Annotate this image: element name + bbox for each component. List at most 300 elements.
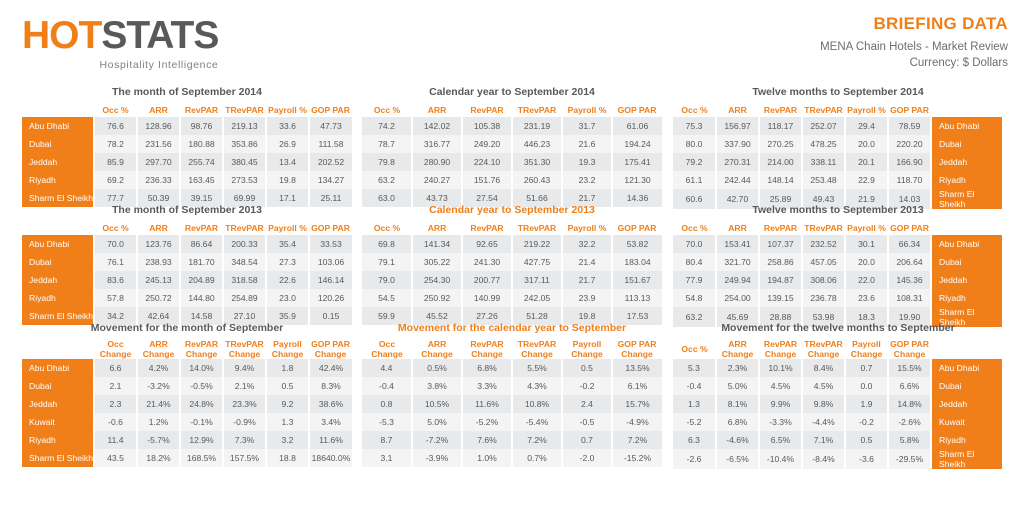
column-header: ARR: [728, 223, 747, 233]
table-cell: 2.3%: [716, 359, 759, 377]
table-cell: 120.26: [309, 289, 352, 307]
table-cell: 31.7: [562, 117, 612, 135]
table-cell: -0.5: [562, 413, 612, 431]
table-title: Movement for the month of September: [90, 322, 284, 334]
column-header: ARR: [427, 105, 447, 115]
table-cell: 45.69: [716, 307, 759, 327]
table-cell: -5.2%: [462, 413, 512, 431]
table-cell: 8.3%: [309, 377, 352, 395]
table-cell: 8.4%: [802, 359, 845, 377]
table-cell: 3.2: [266, 431, 309, 449]
row-label: Riyadh: [22, 171, 94, 189]
table-cell: 305.22: [412, 253, 462, 271]
table-cell: 14.58: [180, 307, 223, 325]
page-header: [0, 0, 1024, 84]
table-cell: 270.25: [759, 135, 802, 153]
table-cell: -5.7%: [137, 431, 180, 449]
table-cell: 123.76: [137, 235, 180, 253]
column-header: GOP PAR Change: [617, 339, 657, 359]
table-title: Calendar year to September 2014: [429, 86, 595, 98]
table-header-row: [22, 339, 352, 359]
table-cell: 3.3%: [462, 377, 512, 395]
table-cell: 249.20: [462, 135, 512, 153]
table-cell: 1.0%: [462, 449, 512, 467]
table-cell: 79.8: [362, 153, 412, 171]
row-label: Dubai: [931, 135, 1003, 153]
table-cell: 231.19: [512, 117, 562, 135]
table-row: [362, 359, 662, 377]
data-table-block: [362, 322, 662, 467]
table-title: Calendar year to September 2013: [429, 204, 595, 216]
table-cell: 241.30: [462, 253, 512, 271]
tables-grid: [0, 86, 1024, 482]
table-header-row: [673, 221, 1003, 235]
table-cell: 63.2: [362, 171, 412, 189]
currency-label: Currency: $ Dollars: [909, 57, 1008, 69]
table-cell: 151.76: [462, 171, 512, 189]
table-title: Twelve months to September 2013: [752, 204, 924, 216]
table-row: [362, 395, 662, 413]
table-cell: 63.0: [362, 189, 412, 207]
column-header: RevPAR: [184, 223, 219, 233]
table-cell: 61.1: [673, 171, 716, 189]
table-cell: 59.9: [362, 307, 412, 325]
table-cell: 0.5: [562, 359, 612, 377]
table-cell: 77.9: [673, 271, 716, 289]
table-cell: 9.9%: [759, 395, 802, 413]
table-cell: 19.8: [266, 171, 309, 189]
table-row: [22, 359, 352, 377]
table-cell: 83.6: [94, 271, 137, 289]
table-cell: -0.1%: [180, 413, 223, 431]
table-cell: 0.7: [845, 359, 888, 377]
table-cell: 11.6%: [309, 431, 352, 449]
table-cell: 183.04: [612, 253, 662, 271]
table-cell: 21.4: [562, 253, 612, 271]
table-cell: 5.5%: [512, 359, 562, 377]
column-header: Occ Change: [371, 339, 403, 359]
table-cell: 32.2: [562, 235, 612, 253]
table-row: [22, 413, 352, 431]
table-cell: 118.70: [888, 171, 931, 189]
table-cell: -0.6: [94, 413, 137, 431]
table-cell: 317.11: [512, 271, 562, 289]
table-header-row: [673, 103, 1003, 117]
table-row: [22, 171, 352, 189]
table-header-row: [673, 339, 1003, 359]
table-row: [22, 395, 352, 413]
table-cell: 254.30: [412, 271, 462, 289]
table-row: [673, 431, 1003, 449]
table-cell: 6.6%: [888, 377, 931, 395]
table-cell: 69.2: [94, 171, 137, 189]
table-cell: 21.7: [562, 189, 612, 207]
table-cell: 5.8%: [888, 431, 931, 449]
table-header-row: [22, 221, 352, 235]
table-cell: 0.5: [266, 377, 309, 395]
table-cell: 13.5%: [612, 359, 662, 377]
table-cell: 249.94: [716, 271, 759, 289]
table-cell: 128.96: [137, 117, 180, 135]
table-cell: 14.03: [888, 189, 931, 209]
table-row: [673, 359, 1003, 377]
table-cell: 2.4: [562, 395, 612, 413]
table-row: [673, 117, 1003, 135]
table-cell: 7.1%: [802, 431, 845, 449]
table-cell: 105.38: [462, 117, 512, 135]
table-cell: 4.5%: [802, 377, 845, 395]
table-cell: 0.15: [309, 307, 352, 325]
table-cell: 146.14: [309, 271, 352, 289]
column-header: GOP PAR: [311, 223, 350, 233]
column-header: Payroll %: [567, 223, 607, 233]
column-header: Payroll %: [268, 223, 307, 233]
table-cell: 2.3: [94, 395, 137, 413]
table-cell: 338.11: [802, 153, 845, 171]
market-review-subtitle: MENA Chain Hotels - Market Review: [820, 41, 1008, 53]
column-header: Payroll %: [847, 223, 886, 233]
table-cell: -2.6: [673, 449, 716, 469]
table-cell: 10.5%: [412, 395, 462, 413]
row-label: Dubai: [22, 135, 94, 153]
data-table: [673, 221, 1004, 327]
table-cell: 134.27: [309, 171, 352, 189]
table-cell: 5.0%: [716, 377, 759, 395]
table-cell: 57.8: [94, 289, 137, 307]
column-header: TRevPAR Change: [517, 339, 557, 359]
row-label: Jeddah: [22, 395, 94, 413]
table-cell: 76.6: [94, 117, 137, 135]
column-header: Payroll %: [567, 105, 607, 115]
table-cell: 43.73: [412, 189, 462, 207]
table-cell: -3.3%: [759, 413, 802, 431]
row-label: Sharm El Sheikh: [22, 307, 94, 325]
table-cell: -0.5%: [180, 377, 223, 395]
table-cell: 10.8%: [512, 395, 562, 413]
table-cell: 316.77: [412, 135, 462, 153]
table-row: [673, 153, 1003, 171]
table-cell: -4.4%: [802, 413, 845, 431]
column-header: Occ %: [681, 344, 708, 354]
table-cell: 108.31: [888, 289, 931, 307]
table-cell: 19.8: [562, 307, 612, 325]
data-table: [362, 103, 662, 207]
table-cell: 206.64: [888, 253, 931, 271]
column-header: GOP PAR: [617, 223, 657, 233]
table-cell: 245.13: [137, 271, 180, 289]
table-row: [362, 117, 662, 135]
table-cell: 61.06: [612, 117, 662, 135]
table-cell: 54.5: [362, 289, 412, 307]
table-row: [673, 171, 1003, 189]
row-label: Kuwait: [931, 413, 1003, 431]
column-header: Occ %: [681, 105, 708, 115]
table-cell: -5.4%: [512, 413, 562, 431]
table-cell: 145.36: [888, 271, 931, 289]
table-cell: 103.06: [309, 253, 352, 271]
column-header: RevPAR: [763, 105, 798, 115]
table-cell: 13.4: [266, 153, 309, 171]
column-header: ARR Change: [421, 339, 453, 359]
table-row: [22, 449, 352, 467]
table-cell: -3.6: [845, 449, 888, 469]
table-cell: 22.6: [266, 271, 309, 289]
data-table-block: [362, 204, 662, 325]
table-cell: 168.5%: [180, 449, 223, 467]
table-cell: 9.4%: [223, 359, 266, 377]
column-header: TRevPAR: [225, 223, 264, 233]
table-cell: 107.37: [759, 235, 802, 253]
table-cell: 224.10: [462, 153, 512, 171]
table-cell: 74.2: [362, 117, 412, 135]
table-cell: 69.8: [362, 235, 412, 253]
table-cell: 28.88: [759, 307, 802, 327]
table-cell: -5.2: [673, 413, 716, 431]
table-cell: 98.76: [180, 117, 223, 135]
table-cell: 0.5%: [412, 359, 462, 377]
table-cell: 27.26: [462, 307, 512, 325]
table-cell: 79.0: [362, 271, 412, 289]
data-table: [22, 103, 352, 207]
column-header: Payroll %: [268, 105, 307, 115]
data-table: [673, 103, 1004, 209]
table-band: [0, 86, 1024, 209]
table-cell: 7.3%: [223, 431, 266, 449]
table-row: [22, 431, 352, 449]
table-cell: 252.07: [802, 117, 845, 135]
table-cell: -5.3: [362, 413, 412, 431]
row-label: Jeddah: [931, 271, 1003, 289]
table-cell: -3.2%: [137, 377, 180, 395]
table-cell: 18640.0%: [309, 449, 352, 467]
row-label: Abu Dhabi: [931, 235, 1003, 253]
table-cell: -0.4: [673, 377, 716, 395]
column-header: GOP PAR: [890, 223, 929, 233]
table-cell: 348.54: [223, 253, 266, 271]
table-cell: 34.2: [94, 307, 137, 325]
table-row: [673, 289, 1003, 307]
table-cell: 7.2%: [612, 431, 662, 449]
table-cell: 219.22: [512, 235, 562, 253]
logo-text-stats: STATS: [101, 14, 219, 57]
table-cell: 70.0: [94, 235, 137, 253]
table-cell: 111.58: [309, 135, 352, 153]
table-cell: 139.15: [759, 289, 802, 307]
table-cell: 23.3%: [223, 395, 266, 413]
table-cell: 69.99: [223, 189, 266, 207]
table-cell: 42.64: [137, 307, 180, 325]
table-cell: 6.3: [673, 431, 716, 449]
table-cell: 446.23: [512, 135, 562, 153]
table-cell: 21.7: [562, 271, 612, 289]
table-cell: 75.3: [673, 117, 716, 135]
table-cell: 12.9%: [180, 431, 223, 449]
column-header: Payroll %: [847, 105, 886, 115]
row-label: Dubai: [931, 253, 1003, 271]
column-header: GOP PAR Change: [890, 339, 929, 359]
table-cell: 20.0: [845, 135, 888, 153]
table-cell: 54.8: [673, 289, 716, 307]
table-row: [362, 153, 662, 171]
table-cell: 33.53: [309, 235, 352, 253]
table-cell: 153.41: [716, 235, 759, 253]
table-cell: 42.4%: [309, 359, 352, 377]
table-cell: 76.1: [94, 253, 137, 271]
row-label: Jeddah: [931, 153, 1003, 171]
table-cell: 0.8: [362, 395, 412, 413]
table-cell: 240.27: [412, 171, 462, 189]
table-row: [22, 271, 352, 289]
table-cell: 18.3: [845, 307, 888, 327]
table-row: [362, 171, 662, 189]
briefing-data-title: BRIEFING DATA: [873, 14, 1008, 33]
table-cell: -0.2: [845, 413, 888, 431]
table-cell: 70.0: [673, 235, 716, 253]
table-cell: 53.98: [802, 307, 845, 327]
table-cell: 273.53: [223, 171, 266, 189]
logo-tagline: Hospitality Intelligence: [99, 59, 219, 71]
table-cell: 18.2%: [137, 449, 180, 467]
table-cell: 21.6: [562, 135, 612, 153]
table-cell: 51.28: [512, 307, 562, 325]
table-row: [22, 377, 352, 395]
table-cell: 23.2: [562, 171, 612, 189]
column-header: RevPAR: [184, 105, 219, 115]
table-cell: 79.1: [362, 253, 412, 271]
table-header-row: [362, 339, 662, 359]
data-table: [22, 221, 352, 325]
table-cell: 478.25: [802, 135, 845, 153]
table-row: [22, 135, 352, 153]
table-cell: 202.52: [309, 153, 352, 171]
table-cell: 337.90: [716, 135, 759, 153]
header-right-block: [820, 14, 1008, 69]
row-label: Riyadh: [22, 289, 94, 307]
table-cell: 78.7: [362, 135, 412, 153]
table-cell: 47.73: [309, 117, 352, 135]
row-label: Riyadh: [931, 171, 1003, 189]
table-cell: 33.6: [266, 117, 309, 135]
column-header: TRevPAR: [804, 105, 843, 115]
table-cell: 163.45: [180, 171, 223, 189]
table-cell: 19.3: [562, 153, 612, 171]
table-row: [362, 289, 662, 307]
table-cell: 11.4: [94, 431, 137, 449]
table-cell: 18.8: [266, 449, 309, 467]
column-header: Occ %: [681, 223, 708, 233]
table-cell: 6.1%: [612, 377, 662, 395]
header-spacer: [22, 103, 94, 117]
table-cell: 20.0: [845, 253, 888, 271]
table-cell: 8.1%: [716, 395, 759, 413]
table-cell: 66.34: [888, 235, 931, 253]
data-table-block: [673, 86, 1003, 209]
data-table: [22, 339, 352, 467]
column-header: TRevPAR Change: [225, 339, 264, 359]
table-cell: 14.0%: [180, 359, 223, 377]
row-label: Riyadh: [931, 289, 1003, 307]
table-cell: 253.48: [802, 171, 845, 189]
table-cell: 14.36: [612, 189, 662, 207]
table-cell: 78.2: [94, 135, 137, 153]
column-header: RevPAR: [763, 223, 798, 233]
table-title: The month of September 2013: [112, 204, 262, 216]
column-header: Occ %: [102, 105, 129, 115]
table-cell: 258.86: [759, 253, 802, 271]
table-row: [22, 289, 352, 307]
table-cell: 3.4%: [309, 413, 352, 431]
table-header-row: [22, 103, 352, 117]
table-cell: 22.9: [845, 171, 888, 189]
table-cell: 21.4%: [137, 395, 180, 413]
table-cell: 351.30: [512, 153, 562, 171]
table-cell: -29.5%: [888, 449, 931, 469]
data-table: [362, 339, 662, 467]
table-cell: 254.89: [223, 289, 266, 307]
table-cell: 63.2: [673, 307, 716, 327]
table-row: [22, 253, 352, 271]
table-cell: 194.24: [612, 135, 662, 153]
table-cell: 27.10: [223, 307, 266, 325]
table-cell: 151.67: [612, 271, 662, 289]
row-label: Riyadh: [22, 431, 94, 449]
table-cell: -10.4%: [759, 449, 802, 469]
column-header: ARR: [427, 223, 447, 233]
table-cell: 45.52: [412, 307, 462, 325]
column-header: GOP PAR: [617, 105, 657, 115]
table-cell: -6.5%: [716, 449, 759, 469]
table-cell: 25.89: [759, 189, 802, 209]
data-table-block: [673, 322, 1003, 469]
table-cell: 51.66: [512, 189, 562, 207]
table-cell: 148.14: [759, 171, 802, 189]
table-cell: 118.17: [759, 117, 802, 135]
table-cell: 242.44: [716, 171, 759, 189]
header-spacer: [931, 339, 1003, 359]
table-cell: 4.4: [362, 359, 412, 377]
table-cell: 4.3%: [512, 377, 562, 395]
table-cell: 175.41: [612, 153, 662, 171]
column-header: ARR: [149, 105, 168, 115]
table-cell: 17.53: [612, 307, 662, 325]
table-cell: 318.58: [223, 271, 266, 289]
table-cell: 380.45: [223, 153, 266, 171]
table-cell: 231.56: [137, 135, 180, 153]
column-header: RevPAR Change: [470, 339, 504, 359]
table-header-row: [362, 103, 662, 117]
table-cell: 10.1%: [759, 359, 802, 377]
header-spacer: [22, 221, 94, 235]
row-label: Sharm El Sheikh: [22, 189, 94, 207]
table-cell: -8.4%: [802, 449, 845, 469]
row-label: Sharm El Sheikh: [22, 449, 94, 467]
table-cell: 23.6: [845, 289, 888, 307]
data-table-block: [22, 322, 352, 467]
table-cell: 7.2%: [512, 431, 562, 449]
table-cell: 1.3: [673, 395, 716, 413]
header-spacer: [22, 339, 94, 359]
table-cell: 15.5%: [888, 359, 931, 377]
table-cell: 78.59: [888, 117, 931, 135]
table-cell: 250.92: [412, 289, 462, 307]
column-header: Occ %: [373, 105, 401, 115]
table-cell: 232.52: [802, 235, 845, 253]
table-row: [673, 413, 1003, 431]
table-cell: 29.4: [845, 117, 888, 135]
row-label: Riyadh: [931, 431, 1003, 449]
table-cell: 86.64: [180, 235, 223, 253]
table-cell: 30.1: [845, 235, 888, 253]
